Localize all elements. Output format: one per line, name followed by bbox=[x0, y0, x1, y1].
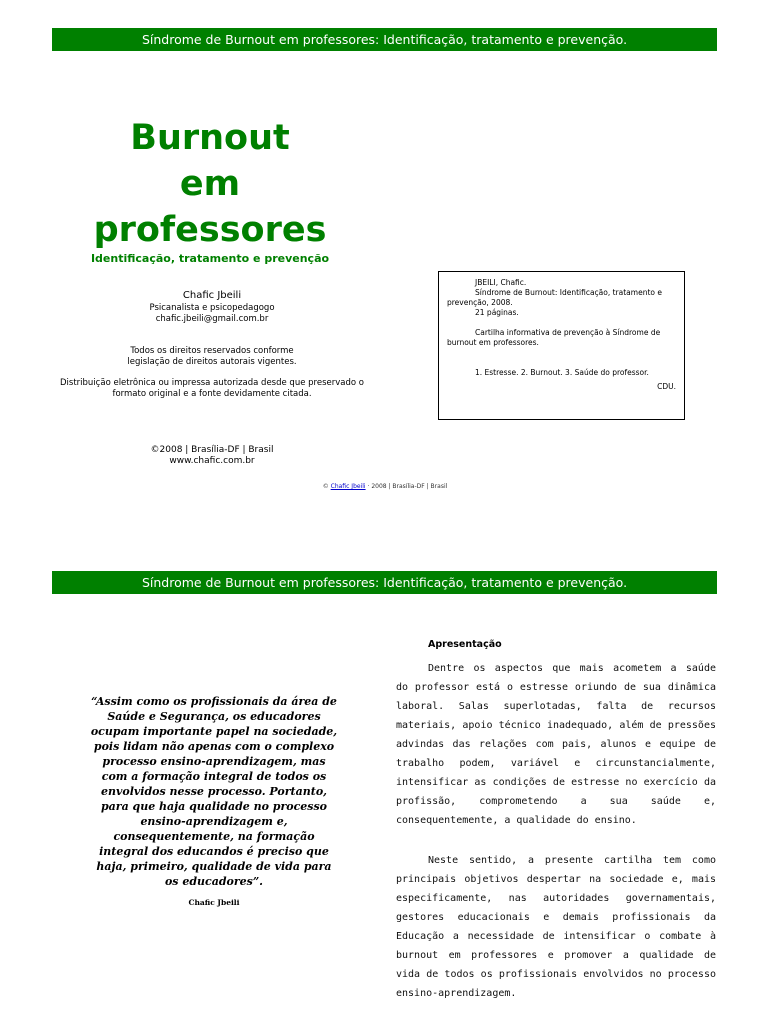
paragraph-line: principais objetivos despertar na sociedade e, mais bbox=[396, 874, 716, 885]
paragraph-line: gestores educacionais e demais profissionais da bbox=[396, 912, 716, 923]
paragraph-line: intensificar as condições de estresse no exercício da bbox=[396, 777, 716, 788]
paragraph bbox=[396, 851, 716, 1003]
catalog-line: burnout em professores. bbox=[447, 338, 539, 347]
catalog-line: 21 páginas. bbox=[475, 308, 519, 317]
header-banner: Síndrome de Burnout em professores: Identificação, tratamento e prevenção. bbox=[52, 28, 717, 51]
paragraph-line: laboral. Salas superlotadas, falta de recursos bbox=[396, 701, 716, 712]
author-link[interactable]: Chafic Jbeili bbox=[330, 483, 366, 490]
paragraph bbox=[396, 659, 716, 830]
title-line: em bbox=[179, 164, 241, 204]
author-email: chafic.jbeili@gmail.com.br bbox=[155, 314, 269, 324]
section-title: Apresentação bbox=[428, 639, 502, 650]
paragraph-line: Dentre os aspectos que mais acometem a saúde bbox=[428, 663, 716, 674]
catalog-line: 1. Estresse. 2. Burnout. 3. Saúde do professor. bbox=[475, 368, 649, 377]
paragraph-line: materiais, apoio técnico inadequado, além de pressões bbox=[396, 720, 716, 731]
paragraph-line: profissão, comprometendo a sua saúde e, bbox=[396, 796, 716, 807]
paragraph-line: trabalho podem, variável e circunstancialmente, bbox=[396, 758, 716, 769]
paragraph-line: Educação a necessidade de intensificar o combate à bbox=[396, 931, 716, 942]
paragraph-line: consequentemente, a qualidade do ensino. bbox=[396, 815, 637, 826]
document-subtitle: Identificação, tratamento e prevenção bbox=[90, 252, 330, 265]
paragraph-line: ensino-aprendizagem. bbox=[396, 988, 517, 999]
paragraph-line: vida de todos os profissionais envolvidos no processo bbox=[396, 969, 716, 980]
footer-credit bbox=[200, 483, 570, 490]
title-line: Burnout bbox=[130, 118, 290, 158]
paragraph-line: Neste sentido, a presente cartilha tem como bbox=[428, 855, 716, 866]
document-title bbox=[60, 115, 360, 253]
catalog-line: JBEILI, Chafic. bbox=[475, 278, 527, 287]
catalog-line: prevenção, 2008. bbox=[447, 298, 513, 307]
rights-text: Todos os direitos reservados conforme bbox=[130, 346, 294, 356]
copyright-symbol: © bbox=[322, 483, 329, 490]
author-role: Psicanalista e psicopedagogo bbox=[149, 303, 275, 313]
catalog-line: CDU. bbox=[657, 382, 676, 391]
copyright-text: ©2008 | Brasília-DF | Brasil bbox=[150, 445, 274, 455]
catalog-card bbox=[438, 271, 685, 420]
header-banner: Síndrome de Burnout em professores: Identificação, tratamento e prevenção. bbox=[52, 571, 717, 594]
catalog-line: Síndrome de Burnout: Identificação, tratamento e bbox=[475, 288, 662, 297]
paragraph-line: do professor está o estresse oriundo de sua dinâmica bbox=[396, 682, 716, 693]
footer-rest: · 2008 | Brasília-DF | Brasil bbox=[367, 483, 448, 490]
title-line: professores bbox=[93, 210, 327, 250]
paragraph-line: burnout em professores e promover a qualidade de bbox=[396, 950, 716, 961]
catalog-line: Cartilha informativa de prevenção à Síndrome de bbox=[475, 328, 661, 337]
quote-text: “Assim como os profissionais da área de Saúde e Segurança, os educadores ocupam importante papel na sociedade, pois lidam não apenas com o complexo processo ensino-aprendizagem, mas com a formação integral de todos os envolvidos nesse processo. Portanto, para que haja qualidade no processo ensino-aprendizagem e, consequentemente, na formação integral dos educandos é preciso que haja, primeiro, qualidade de vida para os educadores”. bbox=[90, 695, 338, 888]
paragraph-line: advindas das relações com pais, alunos e equipe de bbox=[396, 739, 716, 750]
paragraph-line: especificamente, nas autoridades governamentais, bbox=[396, 893, 716, 904]
distribution-text: formato original e a fonte devidamente citada. bbox=[112, 389, 312, 399]
website-text: www.chafic.com.br bbox=[169, 456, 255, 466]
author-name: Chafic Jbeili bbox=[182, 290, 242, 301]
distribution-text: Distribuição eletrônica ou impressa autorizada desde que preservado o bbox=[60, 378, 364, 388]
rights-text: legislação de direitos autorais vigentes. bbox=[127, 357, 297, 367]
quote-author: Chafic Jbeili bbox=[188, 898, 240, 907]
